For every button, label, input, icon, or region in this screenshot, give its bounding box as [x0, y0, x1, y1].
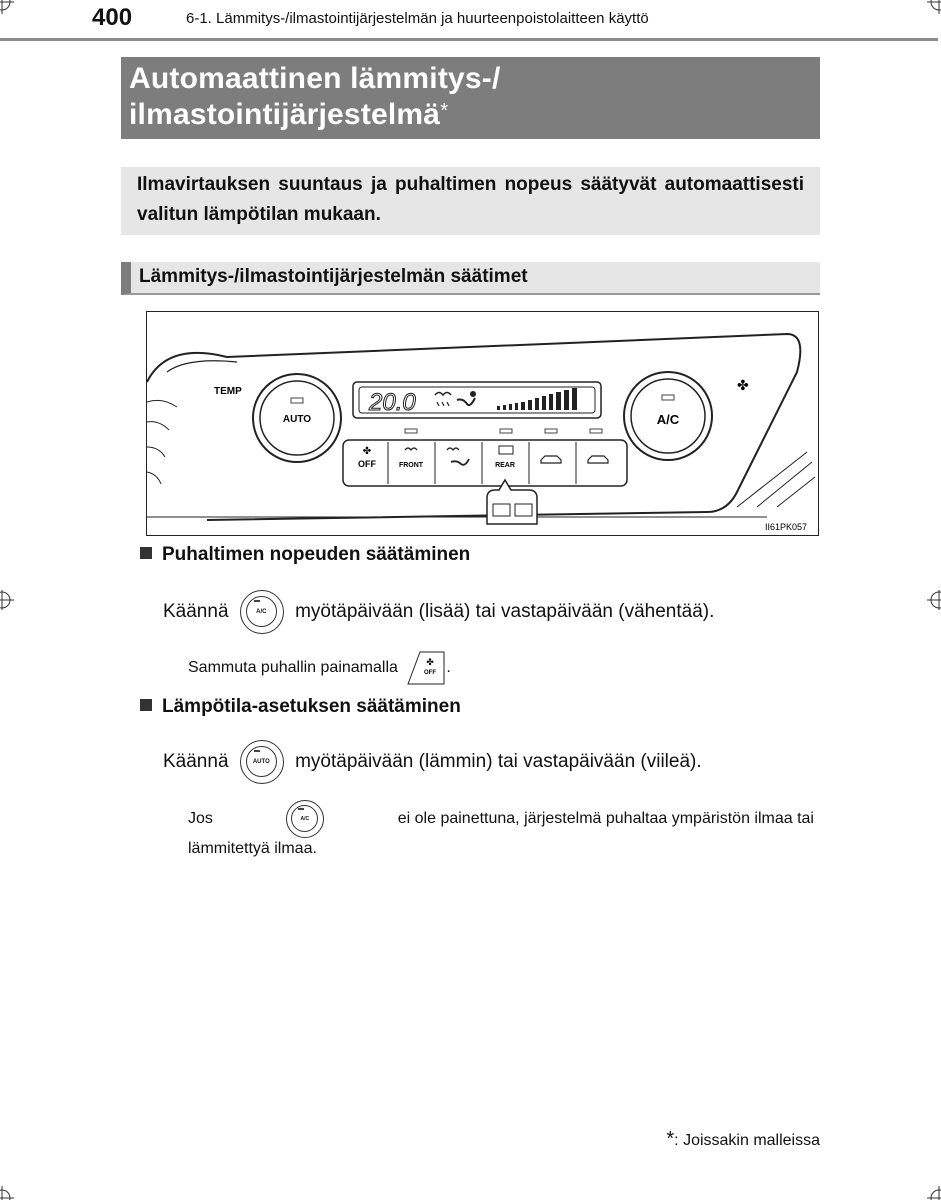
ac-knob-icon-label: A/C: [246, 596, 277, 627]
footnote: [666, 1128, 820, 1151]
crop-mark: [0, 1180, 20, 1200]
intro-box: Ilmavirtauksen suuntaus ja puhaltimen nopeus säätyvät automaattisesti valitun lämpötilan mukaan.: [121, 167, 820, 235]
temperature-display: [353, 382, 601, 418]
heading-square: [140, 699, 152, 711]
footnote-text: : Joissakin malleissa: [674, 1132, 820, 1149]
title-line-2: [129, 97, 812, 133]
page-title: [121, 57, 820, 139]
temp-note-line1: ei ole painettuna, järjestelmä puhaltaa ympäristön ilmaa tai: [397, 810, 814, 827]
temperature-knob[interactable]: [253, 374, 341, 462]
crop-mark: [921, 590, 941, 610]
temperature-instruction: [163, 740, 702, 784]
fan-speed-instruction: [163, 590, 714, 634]
fan-icon: ✤: [737, 378, 749, 394]
ac-label: A/C: [656, 412, 680, 427]
control-panel-figure: [146, 311, 819, 536]
fan-speed-heading: [140, 544, 470, 566]
temperature-heading: [140, 696, 461, 718]
rear-label: REAR: [495, 462, 515, 469]
crop-mark: [0, 590, 20, 610]
crop-mark: [921, 0, 941, 20]
svg-text:✤: ✤: [426, 658, 435, 668]
auto-label: AUTO: [282, 414, 312, 425]
header-rule: [0, 38, 938, 41]
title-star: *: [440, 100, 449, 122]
temp-pre-text: Käännä: [163, 751, 229, 773]
temp-note-pre: Jos: [188, 810, 213, 827]
auto-knob-icon: [240, 740, 284, 784]
temp-label: TEMP: [214, 386, 242, 397]
temp-post-text: myötäpäivään (lämmin) tai vastapäivään (viileä).: [295, 751, 702, 773]
crop-mark: [921, 1180, 941, 1200]
fan-note-post: .: [446, 659, 451, 677]
fan-post-text: myötäpäivään (lisää) tai vastapäivään (vähentää).: [295, 601, 715, 623]
auto-knob-icon-label: AUTO: [246, 746, 277, 777]
title-line-2-text: ilmastointijärjestelmä: [129, 98, 441, 131]
temperature-heading-text: Lämpötila-asetuksen säätäminen: [162, 696, 461, 717]
page-number: 400: [92, 4, 133, 31]
crop-mark: [0, 0, 20, 20]
footnote-star: *: [666, 1128, 675, 1150]
front-label: FRONT: [398, 462, 424, 469]
fan-speed-heading-text: Puhaltimen nopeuden säätäminen: [162, 544, 471, 565]
running-head: 6-1. Lämmitys-/ilmastointijärjestelmän ja huurteenpoistolaitteen käyttö: [186, 10, 649, 27]
knob-indicator: [254, 600, 260, 602]
title-line-1: Automaattinen lämmitys-/: [129, 62, 501, 95]
ac-knob-icon: [240, 590, 284, 634]
ac-knob-small-label: A/C: [291, 805, 318, 832]
section-heading: Lämmitys-/ilmastointijärjestelmän säätimet: [121, 262, 820, 295]
control-panel-illustration: [147, 312, 818, 535]
temperature-note-line-2: lämmitettyä ilmaa.: [188, 840, 317, 857]
display-temp: 20.0: [369, 389, 416, 416]
off-button-icon-label: OFF: [424, 670, 437, 676]
fan-speed-knob[interactable]: [624, 372, 712, 460]
fan-note-pre: Sammuta puhallin painamalla: [188, 659, 398, 677]
fan-pre-text: Käännä: [163, 601, 229, 623]
knob-indicator: [254, 750, 260, 752]
button-row: [343, 440, 627, 486]
figure-code: II61PK057: [765, 522, 808, 532]
knob-indicator: [298, 808, 304, 810]
svg-text:✤: ✤: [362, 446, 372, 457]
temperature-note: [188, 800, 814, 860]
temperature-note-line-1: [188, 800, 814, 838]
ac-knob-small-icon: [286, 800, 324, 838]
off-label: OFF: [358, 459, 376, 469]
fan-off-note: [188, 650, 451, 686]
heading-square: [140, 547, 152, 559]
off-button-icon: [406, 650, 446, 686]
